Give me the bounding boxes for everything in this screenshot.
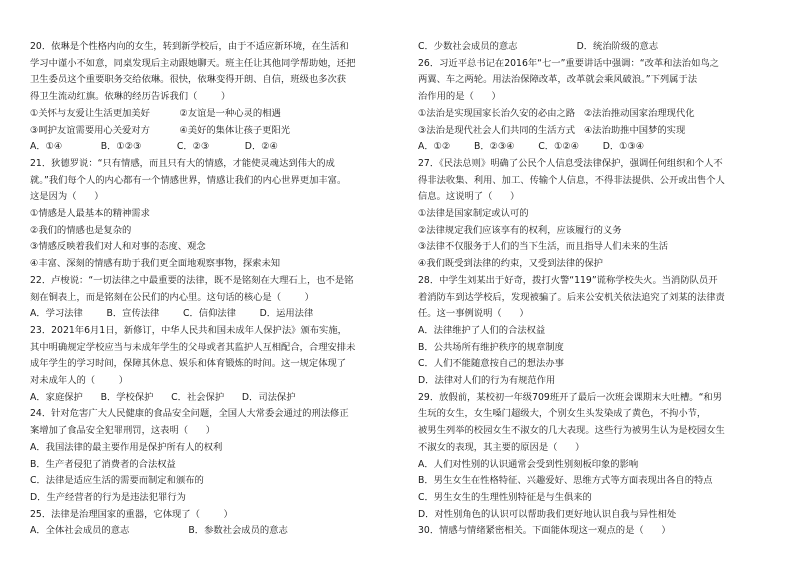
text-line: 着消防车到达学校后，发现被骗了。后来公安机关依法追究了刘某的法律责 [418,291,725,303]
text-line: 成年学生的学习时间，保障其休息、娱乐和体育锻炼的时间。这一规定体现了 [30,358,347,370]
text-line: ④我们既受到法律的约束，又受到法律的保护 [418,258,603,270]
text-line: C．男生女生的生理性别特征是与生俱来的 [418,491,592,503]
text-line: 其中明确规定学校应当与未成年学生的父母或者其监护人互相配合，合理安排未 [30,341,356,353]
text-line: D．对性别角色的认识可以帮助我们更好地认识自我与异性相处 [418,508,677,520]
text-line: 两翼、车之两轮。用法治保障改革，改革就会乘风破浪。”下列属于法 [418,74,698,86]
text-line: A．学习法律 B．宣传法律 C．信仰法律 D．运用法律 [30,308,314,320]
text-line: A．全体社会成员的意志 B．参数社会成员的意志 [30,525,288,537]
text-line: 对未成年人的（ ） [30,375,129,386]
text-line: 信息。这说明了（ ） [418,191,520,203]
text-line: A．①② B．②③④ C．①②④ D．①③④ [418,141,645,153]
text-line: 得卫生流动红旗。依琳的经历告诉我们（ ） [30,91,231,103]
text-line: 刻在铜表上，而是铭刻在公民们的内心里。这句话的核心是（ ） [30,291,314,303]
text-line: 治作用的是（ ） [418,91,501,103]
text-line: B．男生女生在性格特征、兴趣爱好、思维方式等方面表现出各自的特点 [418,475,713,487]
text-line: ③法治是现代社会人们共同的生活方式 ④法治助推中国梦的实现 [418,124,686,136]
text-line: 21．狄德罗说：“只有情感，而且只有大的情感，才能使灵魂达到伟大的成 [30,157,335,169]
text-line: 学习中谨小不如意，同桌发现后主动跟她聊天。班主任让其他同学帮助她，还把 [30,57,356,69]
text-line: ①关怀与友爱让生活更加美好 ②友谊是一种心灵的相遇 [30,107,281,119]
text-line: ③法律不仅服务于人们的当下生活，而且指导人们未来的生活 [418,241,669,253]
text-line: C．法律是适应生活的需要而制定和颁布的 [30,475,204,487]
text-line: 被男生列举的校园女生不淑女的几大表现。这些行为被男生认为是校园女生 [418,425,725,437]
text-line: ④丰富、深刻的情感有助于我们更全面地观察事物，探索未知 [30,258,281,270]
text-line: 29．放假前，某校初一年级709班开了最后一次班会课期末大吐槽。“和男 [418,391,723,403]
text-line: 生玩的女生，女生嗓门超级大，个别女生头发染成了黄色，不拘小节， [418,408,707,420]
text-line: C．少数社会成员的意志 D．统治阶级的意志 [418,41,659,52]
text-line: ①法律是国家制定或认可的 [418,208,529,219]
text-line: ①情感是人最基本的精神需求 [30,208,150,219]
text-line: ②法律规定我们应该享有的权利，应该履行的义务 [418,224,622,236]
text-line: 24．针对危害广大人民健康的食品安全问题，全国人大常委会通过的刑法修正 [30,408,349,420]
text-line: ③情感反映着我们对人和对事的态度、观念 [30,241,206,253]
text-line: 案增加了食品安全犯罪刑罚，这表明（ ） [30,425,216,437]
text-line: A．法律维护了人们的合法权益 [418,324,546,336]
text-line: D．生产经营者的行为是违法犯罪行为 [30,491,186,503]
text-line: A．家庭保护 B．学校保护 C．社会保护 D．司法保护 [30,391,296,403]
text-line: ②我们的情感也是复杂的 [30,224,132,236]
text-line: B．公共场所有维护秩序的规章制度 [418,341,564,353]
text-line: 25．法律是治理国家的重器，它体现了（ ） [30,508,233,520]
text-line: D．法律对人们的行为有规范作用 [418,375,556,386]
text-line: 23．2021年6月1日，新修订，中华人民共和国未成年人保护法》颁布实施， [30,324,347,336]
text-line: 卫生委员这个重要职务交给依琳。很快，依琳变得开朗、自信，班级也多次获 [30,74,347,86]
text-line: 28．中学生刘某出于好奇，拨打火警“119”谎称学校失火。当消防队员开 [418,274,718,286]
text-line: 不淑女的表现，其主要的原因是（ ） [418,441,585,453]
text-line: 26．习近平总书记在2016年“七一”重要讲话中强调：“改革和法治如鸟之 [418,57,719,69]
text-line: 就。”我们每个人的内心都有一个情感世界，情感让我们的内心世界更加丰富。 [30,174,347,186]
text-line: 这是因为（ ） [30,191,104,203]
text-line: 任。这一事例说明（ ） [418,308,529,320]
text-line: 30．情感与情绪紧密相关。下面能体现这一观点的是（ ） [418,525,671,537]
text-line: A．①④ B．①②③ C．②③ D．②④ [30,141,278,153]
text-line: 27．《民法总则》明确了公民个人信息受法律保护，强调任何组织和个人不 [418,157,723,169]
text-line: C．人们不能随意按自己的想法办事 [418,358,564,370]
text-line: ③呵护友谊需要用心关爱对方 ④美好的集体让孩子更阳光 [30,124,291,136]
text-line: ①法治是实现国家长治久安的必由之路 ②法治推动国家治理现代化 [418,107,695,119]
text-line: A．人们对性别的认识通常会受到性别刻板印象的影响 [418,458,639,470]
text-line: A．我国法律的最主要作用是保护所有人的权利 [30,441,223,453]
text-line: 22．卢梭说：“一切法律之中最重要的法律，既不是铭刻在大理石上，也不是铭 [30,274,354,286]
text-line: 得非法收集、利用、加工、传输个人信息，不得非法提供、公开或出售个人 [418,174,725,186]
text-line: B．生产者侵犯了消费者的合法权益 [30,458,176,470]
text-line: 20．依琳是个性格内向的女生，转到新学校后，由于不适应新环境，在生活和 [30,41,349,52]
